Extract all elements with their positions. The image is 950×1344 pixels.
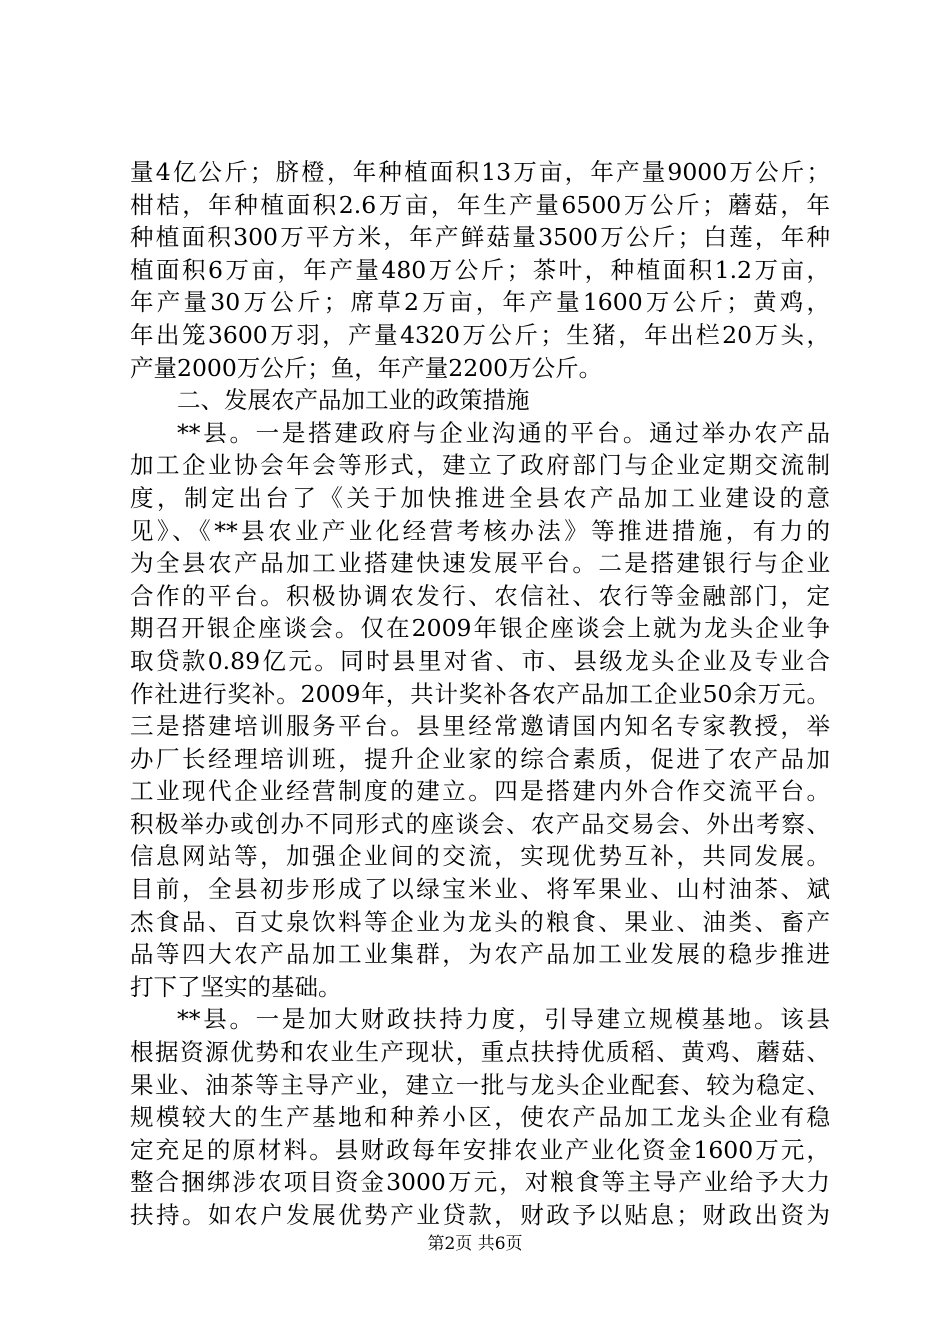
text-line: 整合捆绑涉农项目资金3000万元，对粮食等主导产业给予大力 (130, 1168, 830, 1197)
text-line: 见》、《**县农业产业化经营考核办法》等推进措施，有力的 (130, 516, 830, 545)
text-line: 年产量30万公斤；席草2万亩，年产量1600万公斤；黄鸡， (130, 288, 830, 317)
text-line: 定充足的原材料。县财政每年安排农业产业化资金1600万元， (130, 1135, 830, 1164)
text-line: 三是搭建培训服务平台。县里经常邀请国内知名专家教授，举 (130, 712, 830, 741)
text-line: 产量2000万公斤；鱼，年产量2200万公斤。 (130, 353, 603, 382)
text-line: 期召开银企座谈会。仅在2009年银企座谈会上就为龙头企业争 (130, 614, 830, 643)
text-line: 果业、油茶等主导产业，建立一批与龙头企业配套、较为稳定、 (130, 1070, 830, 1099)
text-line: 种植面积300万平方米，年产鲜菇量3500万公斤；白莲，年种 (130, 223, 830, 252)
text-line: 打下了坚实的基础。 (130, 972, 342, 1001)
text-line: 扶持。如农户发展优势产业贷款，财政予以贴息；财政出资为 (130, 1201, 830, 1229)
text-line: 合作的平台。积极协调农发行、农信社、农行等金融部门，定 (130, 581, 830, 610)
text-line: 植面积6万亩，年产量480万公斤；茶叶，种植面积1.2万亩， (130, 255, 830, 284)
text-line: 信息网站等，加强企业间的交流，实现优势互补，共同发展。 (130, 842, 830, 871)
text-line: 量4亿公斤；脐橙，年种植面积13万亩，年产量9000万公斤； (130, 158, 830, 186)
text-line: 根据资源优势和农业生产现状，重点扶持优质稻、黄鸡、蘑菇、 (130, 1038, 830, 1067)
text-line: 目前，全县初步形成了以绿宝米业、将军果业、山村油茶、斌 (130, 875, 830, 904)
text-line: **县。一是加大财政扶持力度，引导建立规模基地。该县 (177, 1005, 830, 1034)
text-line: 积极举办或创办不同形式的座谈会、农产品交易会、外出考察、 (130, 809, 830, 838)
text-line: 取贷款0.89亿元。同时县里对省、市、县级龙头企业及专业合 (130, 646, 830, 675)
text-line: 度，制定出台了《关于加快推进全县农产品加工业建设的意 (130, 483, 830, 512)
text-line: 作社进行奖补。2009年，共计奖补各农产品加工企业50余万元。 (130, 679, 830, 708)
text-line: 品等四大农产品加工业集群，为农产品加工业发展的稳步推进 (130, 940, 830, 969)
text-line: 为全县农产品加工业搭建快速发展平台。二是搭建银行与企业 (130, 549, 830, 578)
text-line: 规模较大的生产基地和种养小区，使农产品加工龙头企业有稳 (130, 1103, 830, 1132)
section-heading: 二、发展农产品加工业的政策措施 (177, 386, 530, 415)
text-line: 柑桔，年种植面积2.6万亩，年生产量6500万公斤；蘑菇，年 (130, 190, 830, 219)
page-number-footer: 第2页 共6页 (427, 1234, 523, 1254)
text-line: 工业现代企业经营制度的建立。四是搭建内外合作交流平台。 (130, 777, 830, 806)
text-line: 年出笼3600万羽，产量4320万公斤；生猪，年出栏20万头， (130, 320, 830, 349)
body-text (130, 156, 830, 1232)
text-line: **县。一是搭建政府与企业沟通的平台。通过举办农产品 (177, 418, 830, 447)
text-line: 办厂长经理培训班，提升企业家的综合素质，促进了农产品加 (130, 744, 830, 773)
text-line: 杰食品、百丈泉饮料等企业为龙头的粮食、果业、油类、畜产 (130, 907, 830, 936)
text-line: 加工企业协会年会等形式，建立了政府部门与企业定期交流制 (130, 451, 830, 480)
